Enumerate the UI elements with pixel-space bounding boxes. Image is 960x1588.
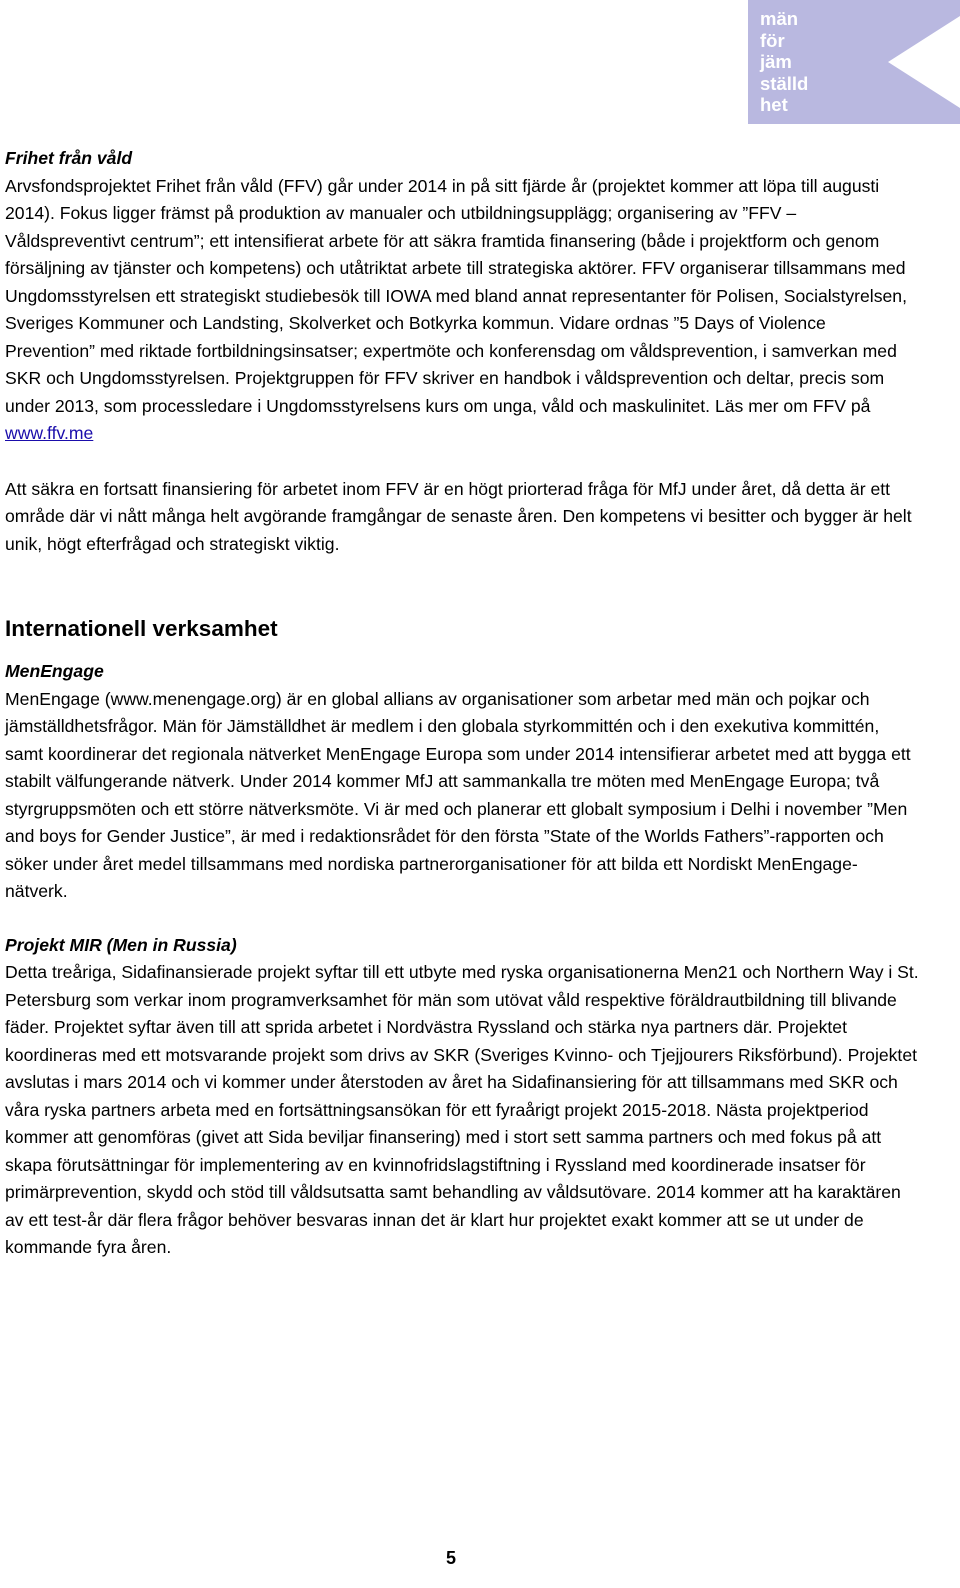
logo-line: för xyxy=(760,29,785,51)
logo-line: män xyxy=(760,8,799,29)
spacer xyxy=(5,644,920,658)
mir-paragraph: Detta treåriga, Sidafinansierade projekt syftar till ett utbyte med ryska organisationerna Men21 och Northern Way i St. Petersburg som verkar inom programverksamhet för män som utövat våld respektive föräldrautbildning till blivande fäder. Projektet syftar även till att sprida arbetet i Nordvästra Ryssland och stärka nya partners där. Projektet koordineras med ett motsvarande projekt som drivs av SKR (Sveriges Kvinno- och Tjejjourers Riksförbund). Projektet avslutas i mars 2014 och vi kommer under återstoden av året ha Sidafinansiering för att tillsammans med SKR och våra ryska partners arbeta med en fortsättningsansökan för ett fyraårigt projekt 2015-2018. Nästa projektperiod kommer att genomföras (givet att Sida beviljar finansering) med i stort sett samma partners och med fokus på att skapa förutsättningar för implementering av en kvinnofridslagstiftning i Ryssland med koordinerade insatser för primärprevention, skydd och stöd till våldsutsatta samt behandling av våldsutövare. 2014 kommer att ha karaktären av ett test-år där flera frågor behöver besvaras innan det är klart hur projektet exakt kommer att se ut under de kommande fyra åren. xyxy=(5,962,919,1257)
ffv-paragraph-text: Arvsfondsprojektet Frihet från våld (FFV) går under 2014 in på sitt fjärde år (projektet kommer att löpa till augusti 2014). Fokus ligger främst på produktion av manualer och utbildningsupplägg; organisering av ”FFV – Våldspreventivt centrum”; ett intensifierat arbete för att säkra framtida finansering (både i projektform och genom försäljning av tjänster och kompetens) och utåtriktat arbete till strategiska aktörer. FFV organiserar tillsammans med Ungdomsstyrelsen ett strategiskt studiebesök till IOWA med bland annat representanter för Polisen, Socialstyrelsen, Sveriges Kommuner och Landsting, Skolverket och Botkyrka kommun. Vidare ordnas ”5 Days of Violence Prevention” med riktade fortbildningsinsatser; expertmöte och konferensdag om våldsprevention, i samverkan med SKR och Ungdomsstyrelsen. Projektgruppen för FFV skriver en handbok i våldsprevention och deltar, precis som under 2013, som processledare i Ungdomsstyrelsens kurs om unga, våld och maskulinitet. Läs mer om FFV på xyxy=(5,175,907,416)
menengage-heading: MenEngage xyxy=(5,661,104,681)
mir-heading: Projekt MIR (Men in Russia) xyxy=(5,934,237,955)
logo-line: ställd xyxy=(760,72,809,94)
logo-line: jäm xyxy=(760,51,792,72)
ffv-paragraph xyxy=(5,173,920,448)
logo-wordmark xyxy=(760,8,808,116)
page-number: 5 xyxy=(445,1548,456,1568)
ffv-funding-paragraph: Att säkra en fortsatt finansiering för arbetet inom FFV är en högt priorterad fråga för MfJ under året, då detta är ett område där vi nått många helt avgörande framgångar de senaste åren. Den kompetens vi besitter och bygger är helt unik, högt efterfrågad och strategiskt viktig. xyxy=(5,478,912,554)
menengage-paragraph: MenEngage (www.menengage.org) är en global allians av organisationer som arbetar med män och pojkar och jämställdhetsfrågor. Män för Jämställdhet är medlem i den globala styrkommittén och i den exekutiva kommittén, samt koordinerar det regionala nätverket MenEngage Europa som under 2014 intensifierar arbetet med att bygga ett stabilt välfungerande nätverk. Under 2014 kommer MfJ att sammankalla tre möten med MenEngage Europa; två styrgruppsmöten och ett större nätverksmöte. Vi är med och planerar ett globalt symposium i Delhi i november ”Men and boys for Gender Justice”, är med i redaktionsrådet för den första ”State of the Worlds Fathers”-rapporten och söker under året medel tillsammans med nordiska partnerorganisationer för att bilda ett Nordiskt MenEngage-nätverk. xyxy=(5,688,911,901)
ffv-website-link[interactable]: www.ffv.me xyxy=(5,423,94,443)
spacer xyxy=(5,906,920,932)
organization-logo xyxy=(748,0,960,124)
ffv-heading: Frihet från våld xyxy=(5,148,133,168)
international-heading: Internationell verksamhet xyxy=(5,616,278,641)
spacer xyxy=(5,448,920,476)
document-body xyxy=(5,145,920,1262)
logo-line: het xyxy=(760,94,788,115)
spacer xyxy=(5,558,920,614)
